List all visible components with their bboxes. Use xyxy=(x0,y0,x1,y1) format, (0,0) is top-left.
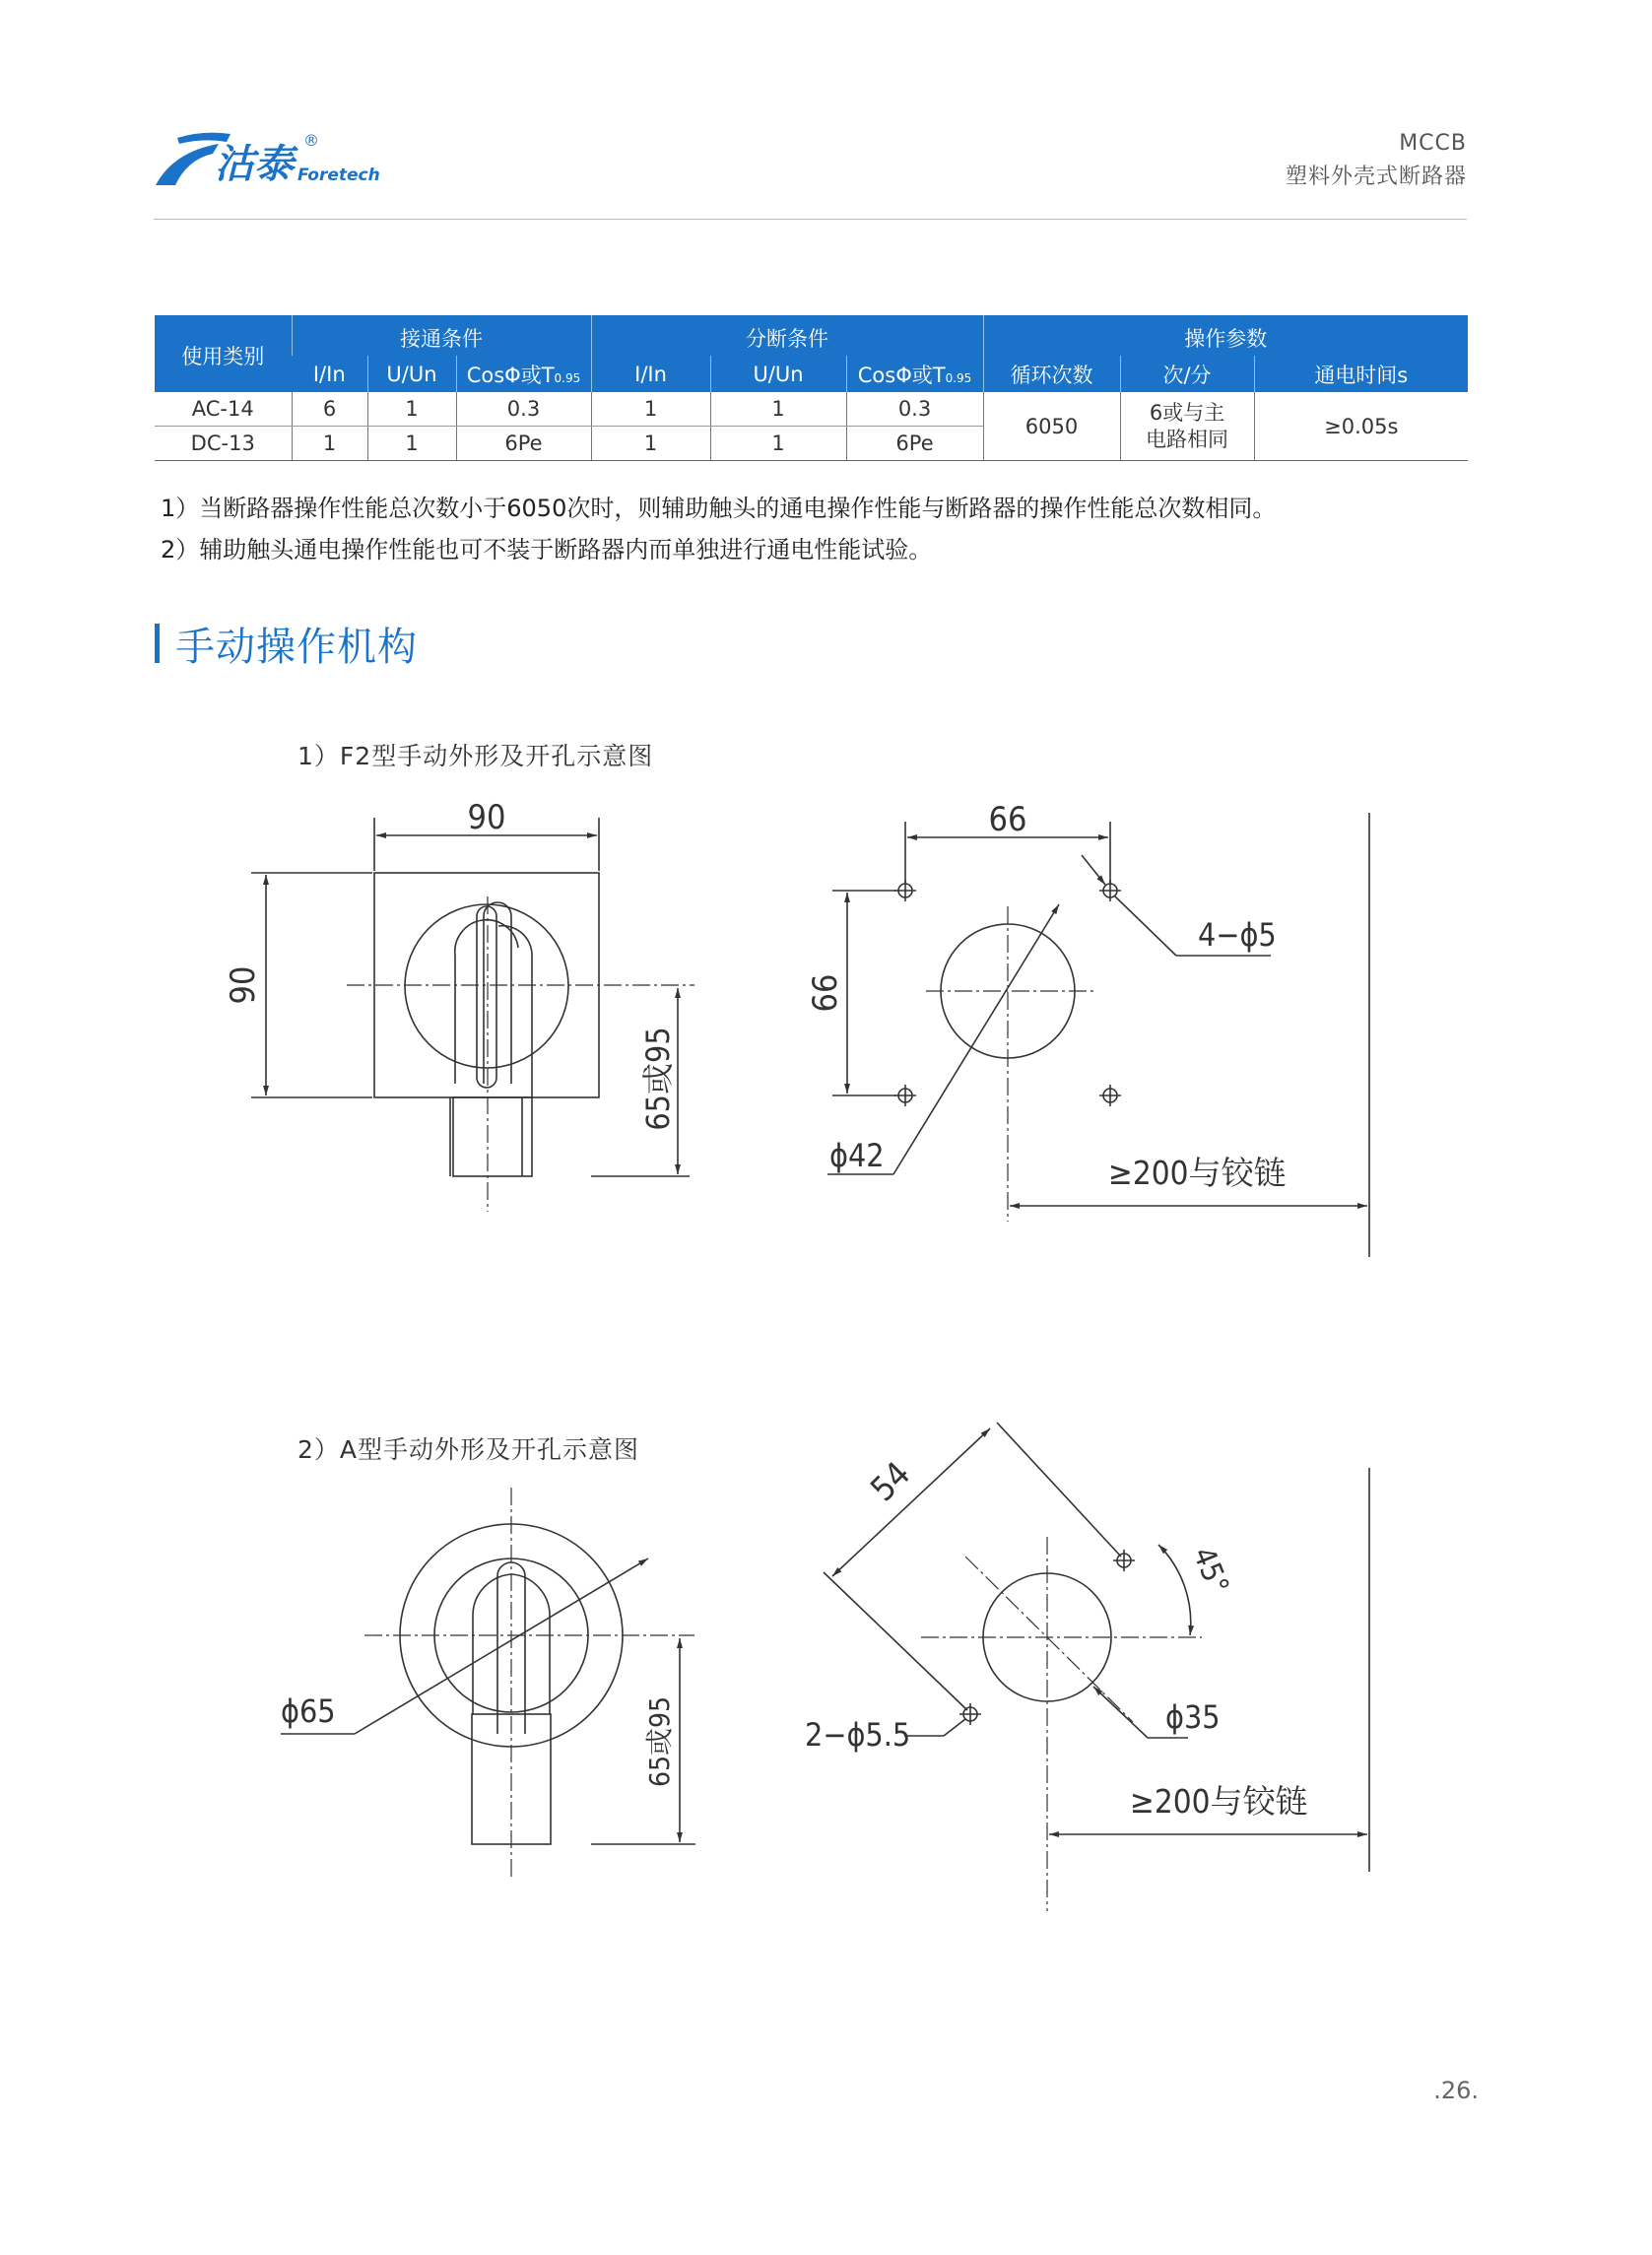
header-break-i: I/In xyxy=(591,356,710,392)
header-cycles: 循环次数 xyxy=(983,356,1120,392)
product-code: MCCB xyxy=(1399,131,1467,156)
table-row: DC-13 1 1 6Pe 1 1 6Pe xyxy=(155,427,1468,461)
header-break-cos: CosΦ或T0.95 xyxy=(846,356,983,392)
header-category: 使用类别 xyxy=(155,315,292,392)
a-handle-drawing xyxy=(281,1488,695,1877)
dim-a-shaft: 65或95 xyxy=(643,1695,676,1788)
table-row: AC-14 6 1 0.3 1 1 0.3 6050 6或与主 电路相同 ≥0.05s xyxy=(155,392,1468,427)
note-1: 1）当断路器操作性能总次数小于6050次时，则辅助触头的通电操作性能与断路器的操作性能总次数相同。 xyxy=(161,495,1277,522)
header-per-min: 次/分 xyxy=(1120,356,1254,392)
header-on-time: 通电时间s xyxy=(1254,356,1468,392)
dim-a-holes: 2−ϕ5.5 xyxy=(805,1716,911,1754)
logo-text: 沽泰 xyxy=(215,142,294,187)
dim-f2-shaft: 65或95 xyxy=(639,1027,677,1131)
on-time-value: ≥0.05s xyxy=(1254,392,1468,461)
dim-f2-holes: 4−ϕ5 xyxy=(1198,916,1277,954)
cycles-value: 6050 xyxy=(983,392,1120,461)
header-make-i: I/In xyxy=(292,356,367,392)
dim-a-diagonal: 54 xyxy=(863,1454,919,1510)
dim-f2-hole-y: 66 xyxy=(806,973,845,1013)
dim-f2-height: 90 xyxy=(224,965,263,1005)
f2-handle-drawing xyxy=(251,818,694,1212)
per-min-value: 6或与主 电路相同 xyxy=(1120,392,1254,461)
dim-a-cutout: ϕ35 xyxy=(1165,1698,1221,1736)
dim-f2-width: 90 xyxy=(467,798,506,837)
dim-a-hinge: ≥200与铰链 xyxy=(1130,1782,1308,1821)
section-title: 手动操作机构 xyxy=(175,624,418,670)
header-make-cos: CosΦ或T0.95 xyxy=(456,356,591,392)
header-operation-params: 操作参数 xyxy=(983,315,1468,356)
header-make-conditions: 接通条件 xyxy=(292,315,591,356)
dim-f2-hinge: ≥200与铰链 xyxy=(1108,1154,1287,1192)
registered-mark: ® xyxy=(303,131,319,150)
dim-a-angle: 45° xyxy=(1185,1542,1235,1600)
page-number: .26. xyxy=(1433,2077,1479,2104)
figure2-caption: 2）A型手动外形及开孔示意图 xyxy=(297,1435,640,1464)
dim-f2-cutout: ϕ42 xyxy=(829,1137,885,1174)
note-2: 2）辅助触头通电操作性能也可不装于断路器内而单独进行通电性能试验。 xyxy=(161,536,933,564)
header-break-u: U/Un xyxy=(710,356,846,392)
product-name: 塑料外壳式断路器 xyxy=(1285,165,1467,189)
header-break-conditions: 分断条件 xyxy=(591,315,983,356)
header-make-u: U/Un xyxy=(367,356,456,392)
dim-f2-hole-x: 66 xyxy=(988,800,1027,839)
a-cutout-drawing xyxy=(824,1423,1369,1911)
logo-subtext: Foretech xyxy=(297,166,380,185)
dim-a-knob: ϕ65 xyxy=(281,1692,336,1730)
f2-cutout-drawing xyxy=(827,813,1369,1257)
figure1-caption: 1）F2型手动外形及开孔示意图 xyxy=(297,742,654,770)
